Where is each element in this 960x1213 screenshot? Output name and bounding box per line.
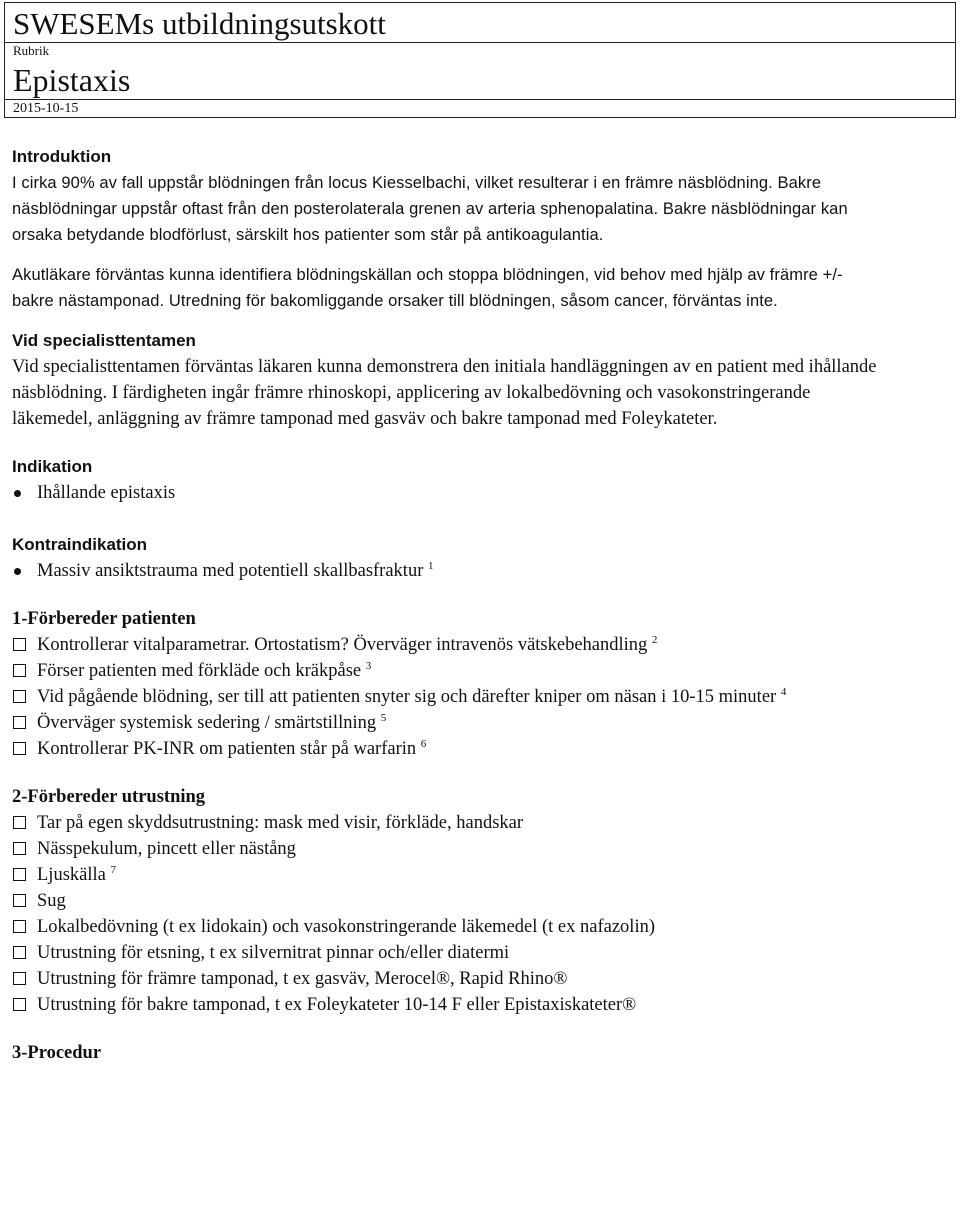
checkbox-icon (13, 920, 26, 933)
item-text: Vid pågående blödning, ser till att patienten snyter sig och därefter kniper om näsan i 10-15 minuter (37, 687, 777, 707)
checkbox-icon (13, 894, 26, 907)
footnote-reference: 5 (380, 712, 387, 724)
item-text: Förser patienten med förkläde och kräkpåse (37, 661, 362, 681)
document-header (4, 2, 956, 118)
footnote-reference: 4 (780, 686, 787, 698)
item-text: Ihållande epistaxis (37, 483, 176, 503)
checklist-item (12, 710, 882, 736)
checklist-item (12, 914, 882, 940)
checklist-item (12, 888, 882, 914)
heading-forbereder-patienten: 1-Förbereder patienten (12, 609, 196, 629)
checklist-item (12, 966, 882, 992)
heading-procedur: 3-Procedur (12, 1043, 102, 1063)
checkbox-icon (13, 868, 26, 881)
checkbox-icon (13, 638, 26, 651)
footnote-reference: 6 (420, 738, 427, 750)
checkbox-icon (13, 998, 26, 1011)
heading-specialisttentamen: Vid specialisttentamen (12, 331, 196, 350)
item-text: Överväger systemisk sedering / smärtstillning (37, 713, 377, 733)
footnote-reference: 3 (365, 660, 372, 672)
checkbox-icon (13, 716, 26, 729)
item-text: Nässpekulum, pincett eller nästång (37, 839, 296, 859)
indikation-list (12, 480, 882, 506)
document-title: Epistaxis (13, 62, 131, 98)
checkbox-icon (13, 664, 26, 677)
heading-indikation: Indikation (12, 457, 93, 476)
footnote-reference: 2 (651, 634, 658, 646)
document-date: 2015-10-15 (13, 101, 79, 116)
item-text: Lokalbedövning (t ex lidokain) och vasokonstringerande läkemedel (t ex nafazolin) (37, 917, 655, 937)
section-indikation (12, 454, 882, 506)
checkbox-icon (13, 842, 26, 855)
list-item (12, 480, 882, 506)
footnote-reference: 1 (427, 560, 434, 572)
specialist-paragraph: Vid specialisttentamen förväntas läkaren kunna demonstrera den initiala handläggningen av en patient med ihållande näsblödning. I färdigheten ingår främre rhinoskopi, applicering av lokalbedövning och vasokonstringerande läkemedel, anläggning av främre tamponad med gasväv och bakre tamponad med Foleykateter. (12, 357, 877, 429)
section-kontraindikation (12, 532, 882, 584)
item-text: Sug (37, 891, 66, 911)
section-specialisttentamen (12, 328, 882, 432)
checklist-item (12, 632, 882, 658)
item-text: Massiv ansiktstrauma med potentiell skallbasfraktur (37, 561, 424, 581)
heading-introduktion: Introduktion (12, 147, 112, 166)
checklist-item (12, 810, 882, 836)
header-divider (5, 42, 955, 43)
section-introduktion (12, 144, 882, 314)
item-text: Kontrollerar vitalparametrar. Ortostatism? Överväger intravenös vätskebehandling (37, 635, 648, 655)
list-item (12, 558, 882, 584)
checklist-item (12, 658, 882, 684)
checkbox-icon (13, 690, 26, 703)
item-text: Utrustning för etsning, t ex silvernitrat pinnar och/eller diatermi (37, 943, 510, 963)
section-forbereder-utrustning (12, 784, 882, 1018)
footnote-reference: 7 (110, 864, 116, 876)
item-text: Kontrollerar PK-INR om patienten står på warfarin (37, 739, 417, 759)
section-procedur (12, 1040, 882, 1066)
checklist-item (12, 736, 882, 762)
checklist-item (12, 836, 882, 862)
rubrik-label: Rubrik (13, 43, 50, 58)
item-text: Tar på egen skyddsutrustning: mask med visir, förkläde, handskar (37, 813, 524, 833)
heading-forbereder-utrustning: 2-Förbereder utrustning (12, 787, 206, 807)
bullet-icon (14, 568, 21, 575)
intro-paragraph-1: I cirka 90% av fall uppstår blödningen från locus Kiesselbachi, vilket resulterar i en främre näsblödning. Bakre näsblödningar uppstår oftast från den posterolaterala grenen av arteria sphenopalatina. Bakre näsblödningar kan orsaka betydande blodförlust, särskilt hos patienter som står på antikoagulantia. (12, 174, 848, 244)
item-text: Utrustning för bakre tamponad, t ex Foleykateter 10-14 F eller Epistaxiskateter® (37, 995, 637, 1015)
checklist-item (12, 992, 882, 1018)
prepare-patient-checklist (12, 632, 882, 762)
checkbox-icon (13, 816, 26, 829)
header-divider-2 (5, 99, 955, 100)
section-forbereder-patienten (12, 606, 882, 762)
prepare-equipment-checklist (12, 810, 882, 1018)
kontraindikation-list (12, 558, 882, 584)
checkbox-icon (13, 972, 26, 985)
organization-title: SWESEMs utbildningsutskott (13, 6, 386, 41)
checklist-item (12, 862, 882, 888)
checklist-item (12, 940, 882, 966)
document-body (12, 144, 882, 1066)
checkbox-icon (13, 946, 26, 959)
heading-kontraindikation: Kontraindikation (12, 535, 148, 554)
checkbox-icon (13, 742, 26, 755)
item-text: Ljuskälla (37, 865, 106, 885)
bullet-icon (14, 490, 21, 497)
item-text: Utrustning för främre tamponad, t ex gasväv, Merocel®, Rapid Rhino® (37, 969, 568, 989)
checklist-item (12, 684, 882, 710)
intro-paragraph-2: Akutläkare förväntas kunna identifiera blödningskällan och stoppa blödningen, vid behov med hjälp av främre +/- bakre nästamponad. Utredning för bakomliggande orsaker till blödningen, såsom cancer, förväntas inte. (12, 266, 843, 310)
